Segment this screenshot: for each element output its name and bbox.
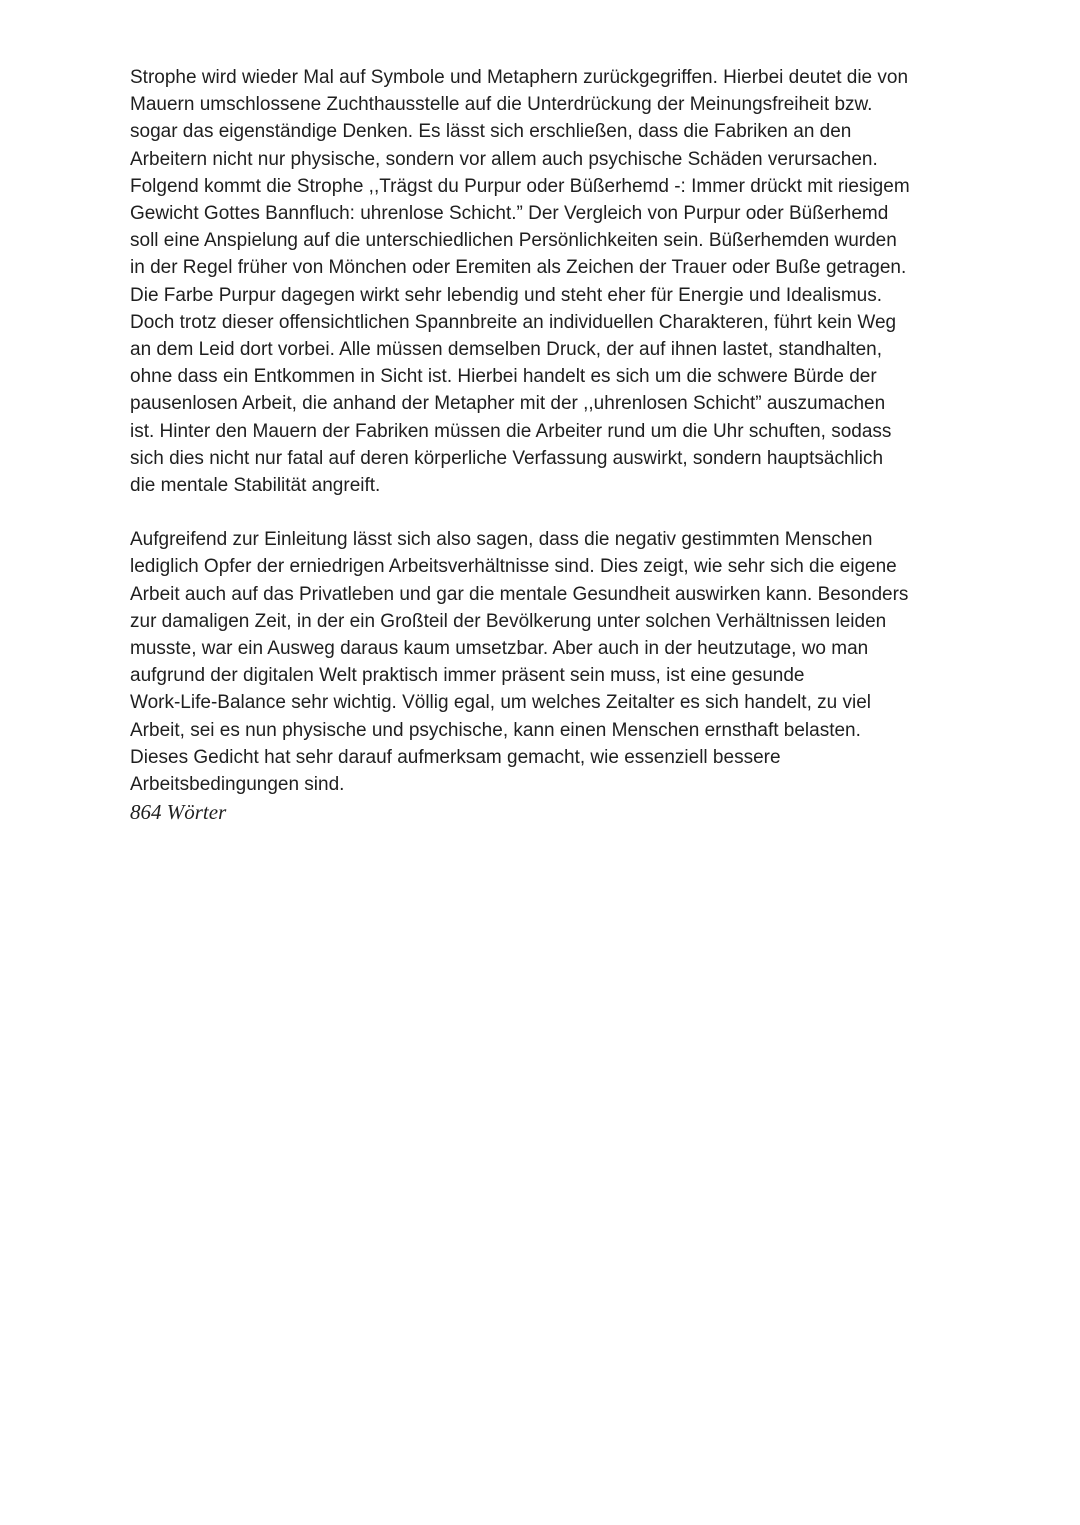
text-line: Die Farbe Purpur dagegen wirkt sehr lebendig und steht eher für Energie und Idealismus. [130,284,882,306]
text-line: Aufgreifend zur Einleitung lässt sich also sagen, dass die negativ gestimmten Menschen [130,529,873,551]
text-line: musste, war ein Ausweg daraus kaum umsetzbar. Aber auch in der heutzutage, wo man [130,638,869,660]
text-line: Strophe wird wieder Mal auf Symbole und Metaphern zurückgegriffen. Hierbei deutet die von [130,67,909,88]
text-line: ohne dass ein Entkommen in Sicht ist. Hierbei handelt es sich um die schwere Bürde der [130,366,877,388]
word-count: 864 Wörter [130,800,227,825]
text-line: an dem Leid dort vorbei. Alle müssen demselben Druck, der auf ihnen lastet, standhalten, [130,339,882,361]
text-line: in der Regel früher von Mönchen oder Eremiten als Zeichen der Trauer oder Buße getragen. [130,257,907,279]
text-line: ist. Hinter den Mauern der Fabriken müssen die Arbeiter rund um die Uhr schuften, sodass [130,420,892,442]
text-line: Arbeit auch auf das Privatleben und gar die mentale Gesundheit auswirken kann. Besonders [130,583,909,605]
text-line: Work-Life-Balance sehr wichtig. Völlig egal, um welches Zeitalter es sich handelt, zu viel [130,692,871,714]
text-line: zur damaligen Zeit, in der ein Großteil der Bevölkerung unter solchen Verhältnissen leiden [130,610,887,632]
text-line: Arbeitsbedingungen sind. [130,774,345,796]
text-line: sich dies nicht nur fatal auf deren körperliche Verfassung auswirkt, sondern hauptsächlich [130,447,884,469]
text-line: Gewicht Gottes Bannfluch: uhrenlose Schicht.” Der Vergleich von Purpur oder Büßerhemd [130,203,889,225]
text-line: Dieses Gedicht hat sehr darauf aufmerksam gemacht, wie essenziell bessere [130,746,781,768]
text-line: lediglich Opfer der erniedrigen Arbeitsverhältnisse sind. Dies zeigt, wie sehr sich die eigene [130,556,897,578]
text-line: Mauern umschlossene Zuchthausstelle auf die Unterdrückung der Meinungsfreiheit bzw. [130,94,873,116]
text-line: sogar das eigenständige Denken. Es lässt sich erschließen, dass die Fabriken an den [130,121,852,143]
text-line: soll eine Anspielung auf die unterschiedlichen Persönlichkeiten sein. Büßerhemden wurden [130,230,897,252]
paragraph-analysis [130,64,960,499]
text-line: aufgrund der digitalen Welt praktisch immer präsent sein muss, ist eine gesunde [130,665,805,687]
document-page [130,64,960,826]
text-line: Arbeitern nicht nur physische, sondern vor allem auch psychische Schäden verursachen. [130,148,878,170]
text-line: Arbeit, sei es nun physische und psychische, kann einen Menschen ernsthaft belasten. [130,719,861,741]
text-line: Doch trotz dieser offensichtlichen Spannbreite an individuellen Charakteren, führt kein Weg [130,311,897,333]
paragraph-conclusion [130,526,960,798]
paragraph-gap [130,499,960,526]
text-line: pausenlosen Arbeit, die anhand der Metapher mit der ,,uhrenlosen Schicht” auszumachen [130,393,886,415]
text-line: die mentale Stabilität angreift. [130,475,381,497]
text-line: Folgend kommt die Strophe ,,Trägst du Purpur oder Büßerhemd -: Immer drückt mit riesigem [130,175,910,197]
